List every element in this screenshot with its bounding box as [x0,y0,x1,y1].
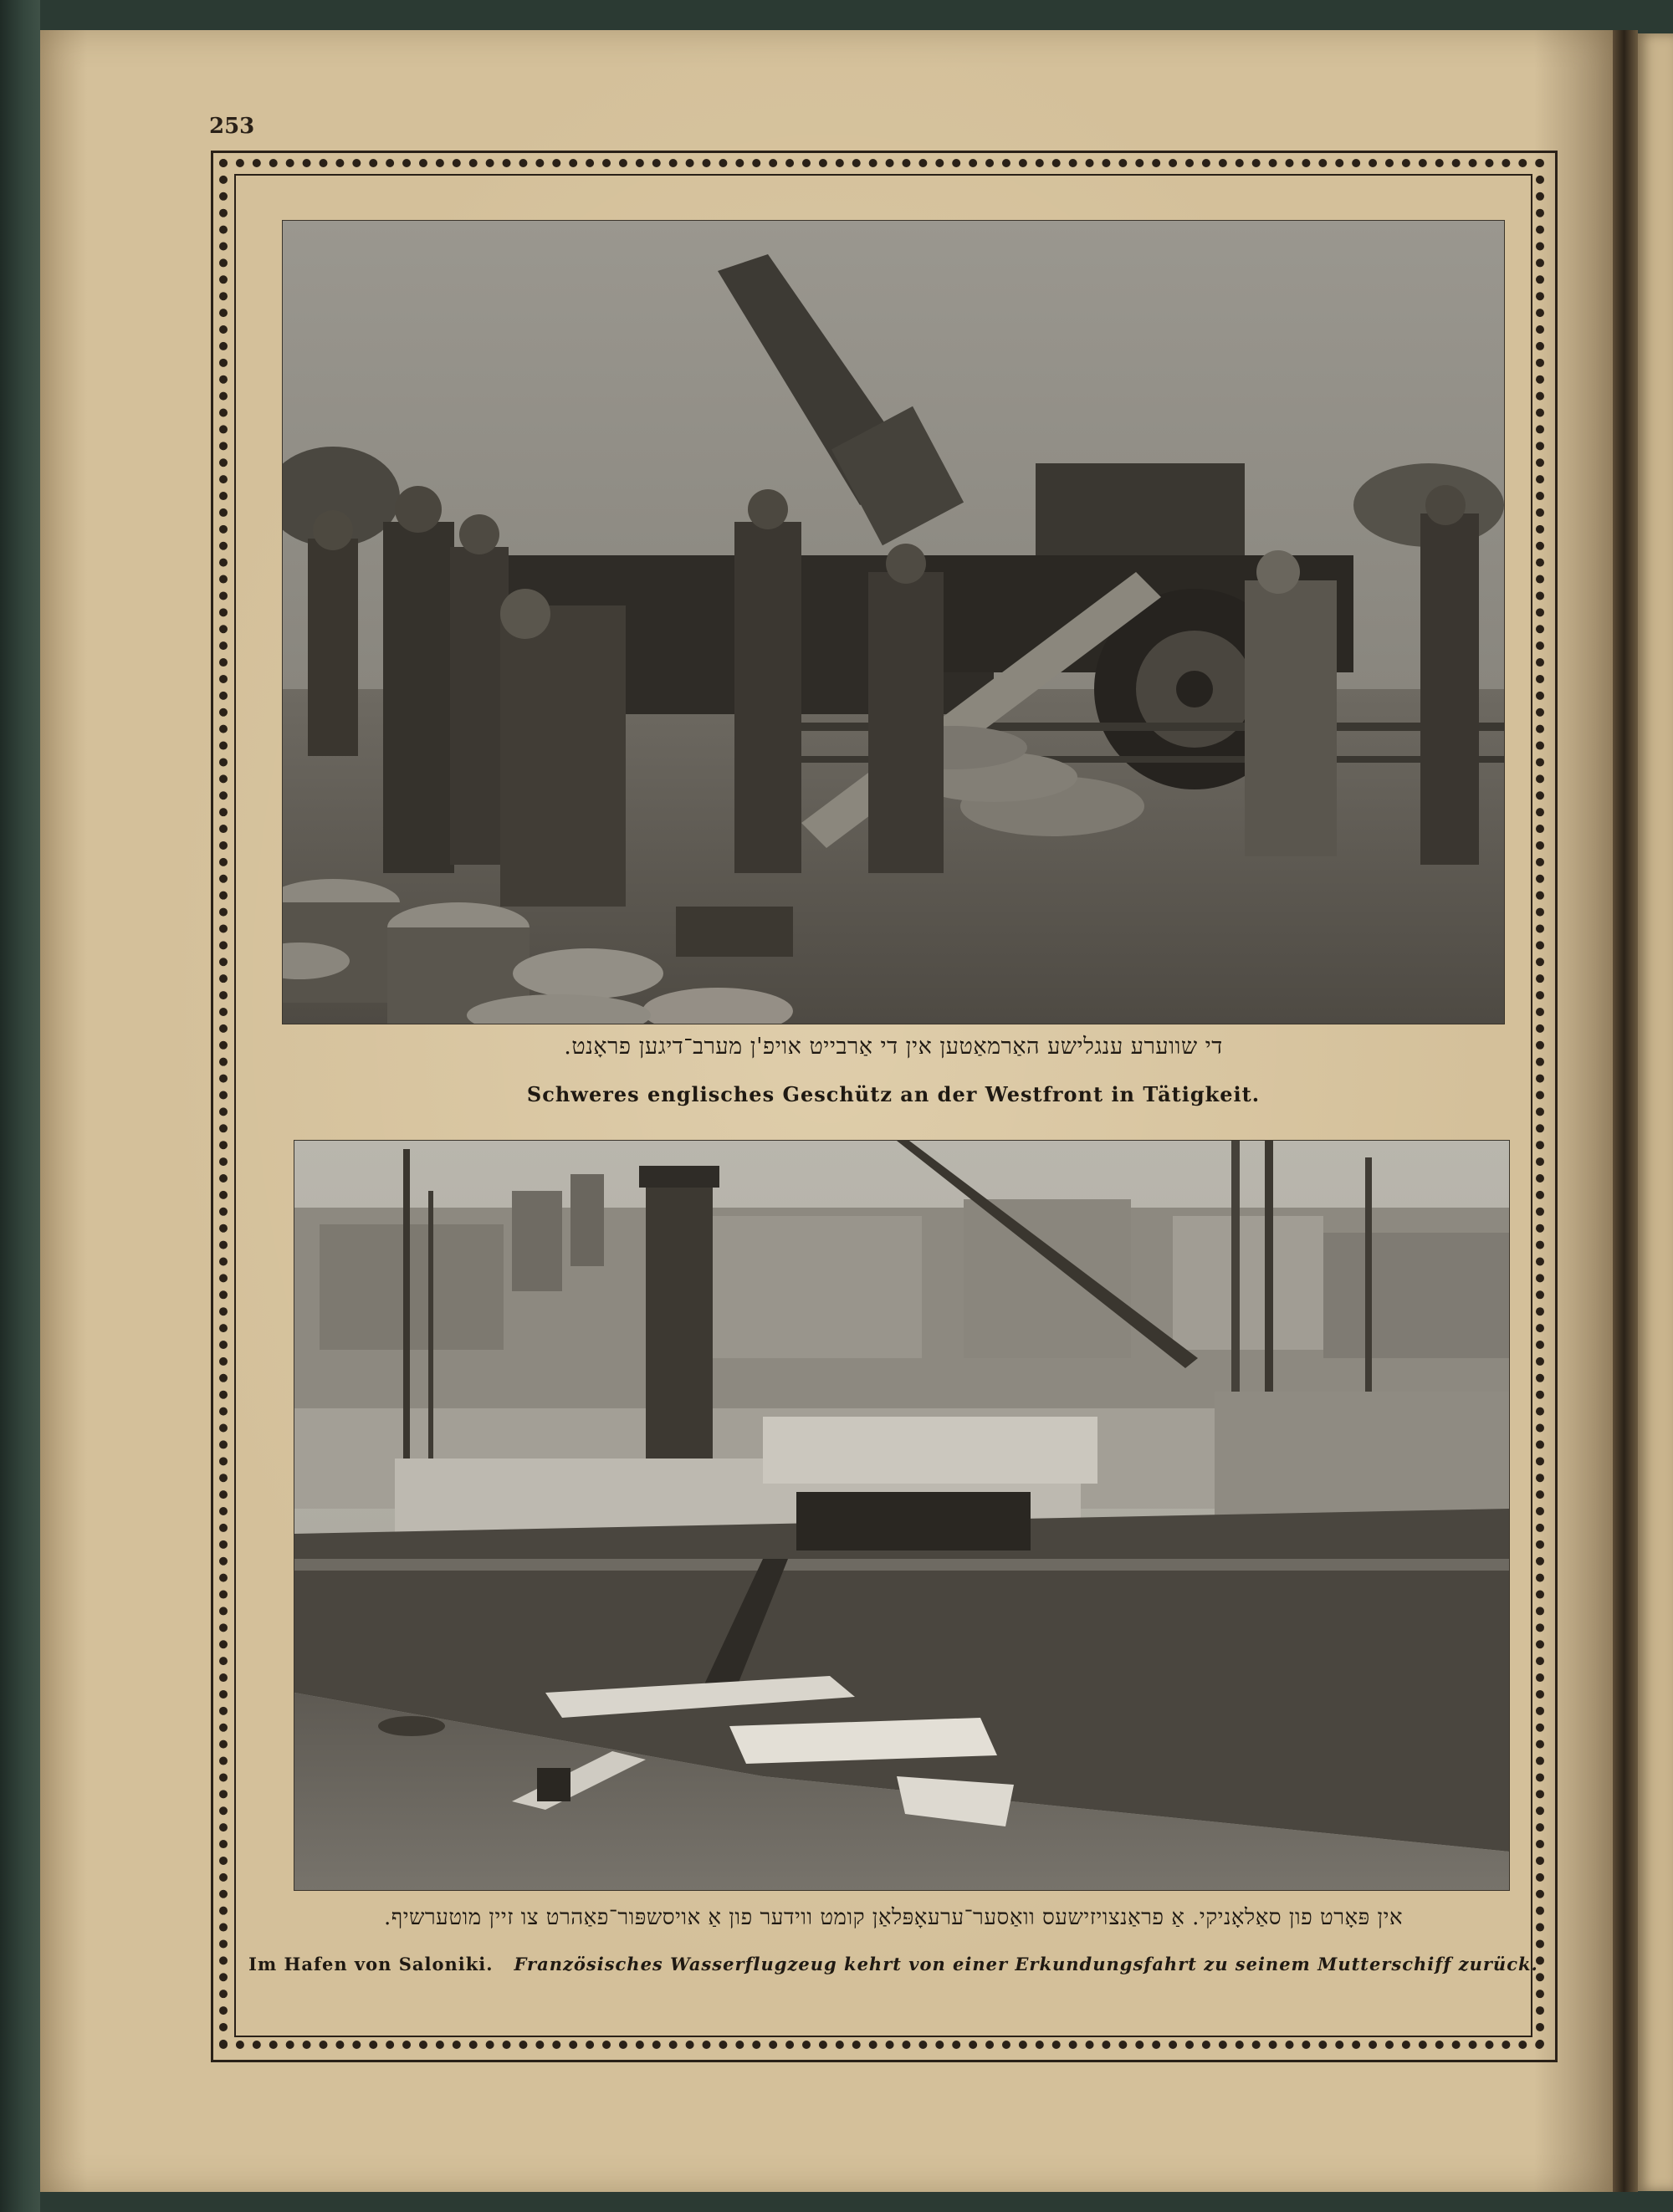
facing-page-edge [1638,33,1673,2191]
top-photo-caption-german: Schweres englisches Geschütz an der Westfront in Tätigkeit. [526,1082,1261,1106]
book-gutter [1613,30,1638,2192]
bottom-photo-caption-german [224,1954,1563,1974]
top-photo-caption-yiddish: די שווערע ענגלישע האַרמאַטען אין די אַרבייט אויפ'ן מערב־דיגען פראָנט. [564,1034,1223,1060]
bottom-photo-caption-yiddish: אין פּאָרט פון סאַלאָניקי. אַ פראַנצויזישעס וואַסער־ערעאָפּלאַן קומט ווידער פון אַ אויסשפּור־פאַהרט צו זיין מוטערשיף. [383,1905,1404,1930]
harbor-photo [294,1141,1509,1890]
bottom-caption-place: Im Hafen von Saloniki. [248,1954,494,1974]
bottom-caption-text: Französisches Wasserflugzeug kehrt von einer Erkundungsfahrt zu seinem Mutterschiff zurück. [514,1954,1538,1974]
page-number: 253 [209,114,255,139]
artillery-photo [283,221,1504,1024]
book-cover-edge [0,0,40,2212]
